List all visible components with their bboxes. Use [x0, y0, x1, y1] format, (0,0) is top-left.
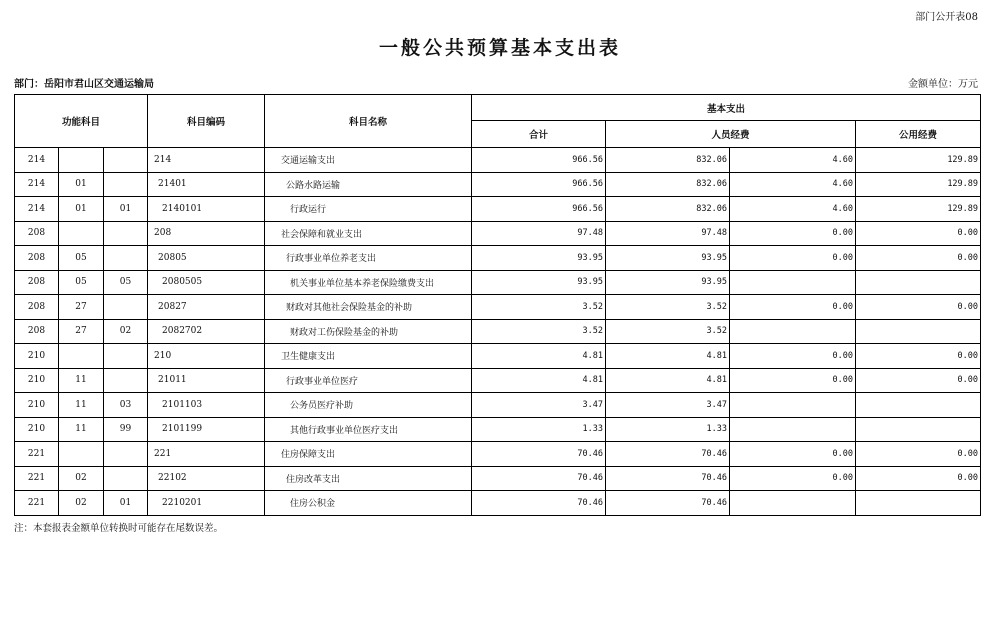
- cell-func-subitem: [104, 148, 148, 173]
- unit-label: 金额单位：万元: [908, 79, 978, 90]
- cell-personnel-2: [730, 270, 856, 295]
- cell-total: 3.52: [472, 319, 606, 344]
- table-row: [15, 344, 981, 369]
- cell-public: 0.00: [856, 368, 981, 393]
- cell-func-item: 05: [59, 270, 104, 295]
- header-total: 合计: [472, 121, 606, 148]
- cell-code: 21401: [148, 172, 265, 197]
- cell-func-subitem: [104, 172, 148, 197]
- header-basic: 基本支出: [472, 95, 981, 121]
- cell-func-class: 208: [15, 221, 59, 246]
- cell-name: 卫生健康支出: [265, 344, 472, 369]
- cell-func-subitem: 99: [104, 417, 148, 442]
- cell-name: 其他行政事业单位医疗支出: [265, 417, 472, 442]
- cell-total: 3.52: [472, 295, 606, 320]
- header-public: 公用经费: [856, 121, 981, 148]
- cell-personnel-2: 0.00: [730, 466, 856, 491]
- cell-public: 0.00: [856, 466, 981, 491]
- table-row: [15, 417, 981, 442]
- cell-personnel-1: 832.06: [606, 148, 730, 173]
- cell-func-item: 27: [59, 319, 104, 344]
- cell-public: 129.89: [856, 172, 981, 197]
- cell-personnel-1: 70.46: [606, 491, 730, 516]
- cell-personnel-1: 3.52: [606, 295, 730, 320]
- cell-func-class: 210: [15, 393, 59, 418]
- cell-func-subitem: [104, 466, 148, 491]
- cell-code: 221: [148, 442, 265, 467]
- cell-func-class: 208: [15, 270, 59, 295]
- cell-name: 财政对工伤保险基金的补助: [265, 319, 472, 344]
- cell-public: 0.00: [856, 295, 981, 320]
- table-row: [15, 246, 981, 271]
- cell-name: 行政运行: [265, 197, 472, 222]
- department-label: 部门：岳阳市君山区交通运输局: [14, 79, 154, 90]
- cell-personnel-1: 93.95: [606, 270, 730, 295]
- cell-personnel-2: 0.00: [730, 368, 856, 393]
- cell-personnel-1: 93.95: [606, 246, 730, 271]
- cell-func-subitem: [104, 368, 148, 393]
- cell-total: 4.81: [472, 368, 606, 393]
- cell-name: 公务员医疗补助: [265, 393, 472, 418]
- cell-func-item: 27: [59, 295, 104, 320]
- table-row: [15, 442, 981, 467]
- header-name: 科目名称: [265, 95, 472, 148]
- cell-func-class: 210: [15, 417, 59, 442]
- cell-personnel-2: 0.00: [730, 442, 856, 467]
- cell-func-class: 214: [15, 197, 59, 222]
- cell-code: 2082702: [148, 319, 265, 344]
- cell-code: 210: [148, 344, 265, 369]
- cell-personnel-2: 0.00: [730, 221, 856, 246]
- cell-name: 机关事业单位基本养老保险缴费支出: [265, 270, 472, 295]
- cell-code: 2210201: [148, 491, 265, 516]
- cell-public: [856, 393, 981, 418]
- page-title: 一般公共预算基本支出表: [378, 37, 621, 59]
- cell-code: 20805: [148, 246, 265, 271]
- cell-func-class: 214: [15, 148, 59, 173]
- cell-public: [856, 417, 981, 442]
- cell-code: 21011: [148, 368, 265, 393]
- cell-personnel-1: 70.46: [606, 466, 730, 491]
- cell-personnel-2: 0.00: [730, 295, 856, 320]
- cell-personnel-1: 70.46: [606, 442, 730, 467]
- cell-func-subitem: 05: [104, 270, 148, 295]
- cell-public: 129.89: [856, 197, 981, 222]
- cell-total: 93.95: [472, 246, 606, 271]
- table-row: [15, 197, 981, 222]
- cell-func-item: 11: [59, 368, 104, 393]
- cell-total: 966.56: [472, 172, 606, 197]
- cell-func-item: [59, 148, 104, 173]
- cell-func-class: 210: [15, 344, 59, 369]
- cell-public: [856, 270, 981, 295]
- cell-personnel-1: 832.06: [606, 172, 730, 197]
- cell-func-subitem: 01: [104, 491, 148, 516]
- table-row: [15, 466, 981, 491]
- cell-personnel-1: 4.81: [606, 368, 730, 393]
- cell-func-class: 221: [15, 466, 59, 491]
- cell-func-subitem: 01: [104, 197, 148, 222]
- cell-func-item: [59, 221, 104, 246]
- table-row: [15, 172, 981, 197]
- cell-func-subitem: [104, 246, 148, 271]
- cell-func-class: 214: [15, 172, 59, 197]
- cell-public: [856, 491, 981, 516]
- cell-total: 97.48: [472, 221, 606, 246]
- cell-func-item: 11: [59, 393, 104, 418]
- cell-code: 214: [148, 148, 265, 173]
- footnote: 注：本套报表金额单位转换时可能存在尾数误差。: [14, 523, 224, 534]
- cell-personnel-2: [730, 319, 856, 344]
- cell-func-item: 02: [59, 491, 104, 516]
- cell-personnel-1: 1.33: [606, 417, 730, 442]
- cell-func-subitem: 03: [104, 393, 148, 418]
- cell-func-item: 01: [59, 172, 104, 197]
- cell-total: 4.81: [472, 344, 606, 369]
- cell-total: 1.33: [472, 417, 606, 442]
- cell-code: 22102: [148, 466, 265, 491]
- table-row: [15, 221, 981, 246]
- cell-name: 住房改革支出: [265, 466, 472, 491]
- cell-public: 0.00: [856, 246, 981, 271]
- cell-func-item: [59, 344, 104, 369]
- cell-func-item: 11: [59, 417, 104, 442]
- cell-func-class: 208: [15, 319, 59, 344]
- cell-personnel-2: 4.60: [730, 172, 856, 197]
- cell-func-subitem: 02: [104, 319, 148, 344]
- table-row: [15, 368, 981, 393]
- cell-func-item: 01: [59, 197, 104, 222]
- cell-func-class: 221: [15, 442, 59, 467]
- cell-total: 70.46: [472, 491, 606, 516]
- cell-func-subitem: [104, 344, 148, 369]
- cell-total: 966.56: [472, 148, 606, 173]
- cell-func-class: 210: [15, 368, 59, 393]
- cell-name: 公路水路运输: [265, 172, 472, 197]
- cell-func-item: [59, 442, 104, 467]
- cell-code: 2101199: [148, 417, 265, 442]
- cell-public: [856, 319, 981, 344]
- cell-personnel-1: 3.47: [606, 393, 730, 418]
- cell-personnel-2: 0.00: [730, 246, 856, 271]
- cell-name: 住房公积金: [265, 491, 472, 516]
- cell-func-item: 05: [59, 246, 104, 271]
- cell-personnel-1: 832.06: [606, 197, 730, 222]
- cell-total: 93.95: [472, 270, 606, 295]
- cell-personnel-1: 97.48: [606, 221, 730, 246]
- cell-personnel-2: [730, 491, 856, 516]
- cell-total: 70.46: [472, 442, 606, 467]
- cell-personnel-2: 4.60: [730, 148, 856, 173]
- cell-code: 2140101: [148, 197, 265, 222]
- cell-public: 129.89: [856, 148, 981, 173]
- cell-func-subitem: [104, 221, 148, 246]
- table-body: [15, 148, 981, 516]
- cell-func-class: 221: [15, 491, 59, 516]
- cell-total: 70.46: [472, 466, 606, 491]
- table-row: [15, 148, 981, 173]
- table-row: [15, 295, 981, 320]
- cell-personnel-1: 3.52: [606, 319, 730, 344]
- cell-func-class: 208: [15, 246, 59, 271]
- cell-public: 0.00: [856, 221, 981, 246]
- cell-name: 交通运输支出: [265, 148, 472, 173]
- cell-personnel-2: 0.00: [730, 344, 856, 369]
- cell-code: 20827: [148, 295, 265, 320]
- header-code: 科目编码: [148, 95, 265, 148]
- budget-table: [14, 94, 981, 516]
- cell-personnel-2: [730, 417, 856, 442]
- cell-func-item: 02: [59, 466, 104, 491]
- header-func: 功能科目: [15, 95, 148, 148]
- cell-func-subitem: [104, 442, 148, 467]
- cell-personnel-2: 4.60: [730, 197, 856, 222]
- cell-public: 0.00: [856, 344, 981, 369]
- cell-name: 社会保障和就业支出: [265, 221, 472, 246]
- cell-name: 行政事业单位养老支出: [265, 246, 472, 271]
- cell-code: 208: [148, 221, 265, 246]
- cell-name: 住房保障支出: [265, 442, 472, 467]
- table-row: [15, 270, 981, 295]
- table-row: [15, 393, 981, 418]
- cell-func-subitem: [104, 295, 148, 320]
- cell-total: 966.56: [472, 197, 606, 222]
- table-row: [15, 491, 981, 516]
- cell-public: 0.00: [856, 442, 981, 467]
- cell-name: 行政事业单位医疗: [265, 368, 472, 393]
- cell-code: 2101103: [148, 393, 265, 418]
- cell-code: 2080505: [148, 270, 265, 295]
- table-number-label: 部门公开表08: [915, 12, 978, 23]
- cell-personnel-1: 4.81: [606, 344, 730, 369]
- cell-total: 3.47: [472, 393, 606, 418]
- table-row: [15, 319, 981, 344]
- cell-func-class: 208: [15, 295, 59, 320]
- header-personnel: 人员经费: [606, 121, 856, 148]
- cell-personnel-2: [730, 393, 856, 418]
- cell-name: 财政对其他社会保险基金的补助: [265, 295, 472, 320]
